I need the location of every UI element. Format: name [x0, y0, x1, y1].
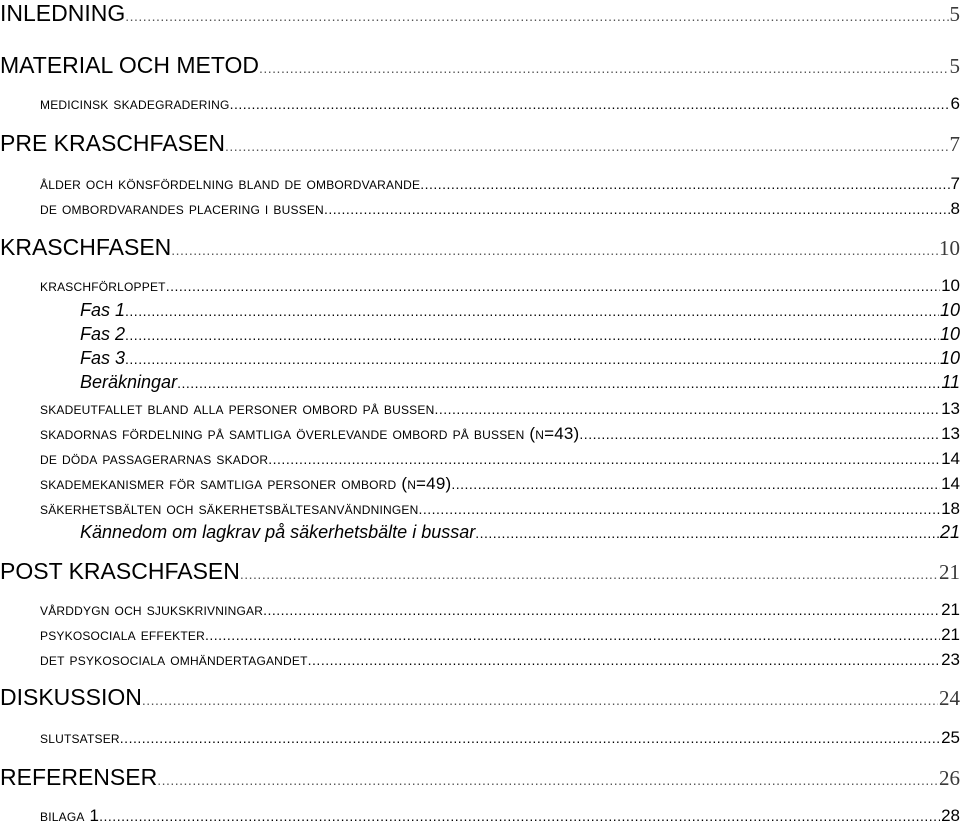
- toc-entry-label: PRE KRASCHFASEN: [0, 130, 225, 156]
- toc-entry-label: säkerhetsbälten och säkerhetsbältesanvändningen: [40, 499, 419, 518]
- leader-dots: [420, 176, 949, 192]
- toc-entry-label: de döda passagerarnas skador: [40, 449, 269, 468]
- toc-entry-page: 5: [949, 2, 960, 26]
- toc-entry-page: 10: [941, 276, 960, 295]
- toc-entry-page: 13: [941, 424, 960, 443]
- toc-entry-bilaga-1[interactable]: [40, 806, 960, 826]
- toc-entry-fas-1[interactable]: [80, 300, 960, 321]
- leader-dots: [157, 772, 938, 788]
- leader-dots: [225, 138, 949, 154]
- toc-entry-skadeutfallet[interactable]: [40, 399, 960, 419]
- toc-entry-material-och-metod[interactable]: [0, 52, 960, 79]
- toc-entry-page: 18: [941, 499, 960, 518]
- toc-entry-psykosociala-effekter[interactable]: [40, 625, 960, 645]
- toc-entry-page: 21: [941, 600, 960, 619]
- toc-entry-kannedom-om-lagkrav[interactable]: [80, 522, 960, 543]
- leader-dots: [259, 60, 949, 76]
- toc-entry-label: vårddygn och sjukskrivningar: [40, 600, 264, 619]
- toc-entry-label: INLEDNING: [0, 0, 126, 26]
- leader-dots: [125, 303, 939, 319]
- leader-dots: [99, 808, 940, 824]
- toc-entry-label: skadeutfallet bland alla personer ombord på bussen: [40, 399, 435, 418]
- toc-entry-page: 8: [950, 199, 960, 218]
- toc-entry-page: 11: [941, 372, 960, 392]
- toc-entry-label: Fas 3: [80, 348, 126, 368]
- leader-dots: [324, 201, 950, 217]
- toc-entry-inledning[interactable]: [0, 0, 960, 27]
- toc-entry-label: POST KRASCHFASEN: [0, 558, 240, 584]
- toc-entry-label: Kännedom om lagkrav på säkerhetsbälte i bussar: [80, 522, 476, 542]
- toc-entry-page: 6: [950, 94, 960, 113]
- toc-entry-label: psykosociala effekter: [40, 625, 205, 644]
- toc-entry-page: 21: [941, 625, 960, 644]
- toc-entry-page: 13: [941, 399, 960, 418]
- leader-dots: [268, 451, 940, 467]
- toc-entry-referenser[interactable]: [0, 764, 960, 791]
- toc-entry-sakerhetsbalten[interactable]: [40, 499, 960, 519]
- toc-entry-label: DISKUSSION: [0, 684, 142, 710]
- leader-dots: [418, 501, 940, 517]
- toc-entry-label: det psykosociala omhändertagandet: [40, 650, 308, 669]
- leader-dots: [177, 375, 940, 391]
- toc-entry-label: bilaga 1: [40, 806, 100, 825]
- toc-entry-label: de ombordvarandes placering i bussen: [40, 199, 324, 218]
- toc-entry-label: slutsatser: [40, 728, 120, 747]
- leader-dots: [579, 426, 940, 442]
- toc-entry-varddygn[interactable]: [40, 600, 960, 620]
- toc-entry-psykosociala-omhandertagandet[interactable]: [40, 650, 960, 670]
- leader-dots: [475, 525, 939, 541]
- toc-entry-fas-2[interactable]: [80, 324, 960, 345]
- toc-entry-page: 7: [950, 174, 960, 193]
- toc-entry-alder-och-konsfordelning[interactable]: [40, 174, 960, 194]
- toc-entry-page: 5: [949, 54, 960, 78]
- toc-entry-page: 28: [941, 806, 960, 825]
- toc-entry-label: ålder och könsfördelning bland de ombordvarande: [40, 174, 421, 193]
- leader-dots: [308, 652, 940, 668]
- toc-entry-page: 21: [939, 560, 960, 584]
- toc-entry-page: 7: [949, 132, 960, 156]
- toc-entry-skademekanismer[interactable]: [40, 474, 960, 494]
- toc-entry-pre-kraschfasen[interactable]: [0, 130, 960, 157]
- toc-entry-label: REFERENSER: [0, 764, 158, 790]
- leader-dots: [263, 602, 940, 618]
- toc-entry-page: 21: [939, 522, 960, 542]
- leader-dots: [240, 566, 938, 582]
- toc-entry-page: 10: [939, 236, 960, 260]
- toc-entry-page: 23: [941, 650, 960, 669]
- toc-entry-page: 14: [941, 449, 960, 468]
- toc-entry-page: 25: [941, 728, 960, 747]
- toc-entry-kraschforloppet[interactable]: [40, 276, 960, 296]
- leader-dots: [125, 327, 939, 343]
- toc-entry-label: KRASCHFASEN: [0, 234, 172, 260]
- toc-entry-berakningar[interactable]: [80, 372, 960, 393]
- leader-dots: [230, 96, 950, 112]
- toc-entry-medicinsk-skadegradering[interactable]: [40, 94, 960, 114]
- toc-entry-page: 26: [939, 766, 960, 790]
- leader-dots: [171, 242, 938, 258]
- toc-entry-label: Beräkningar: [80, 372, 178, 392]
- toc-entry-doda-passagerarnas-skador[interactable]: [40, 449, 960, 469]
- toc-entry-label: MATERIAL OCH METOD: [0, 52, 259, 78]
- toc-entry-page: 10: [939, 300, 960, 320]
- toc-entry-page: 14: [941, 474, 960, 493]
- leader-dots: [205, 627, 940, 643]
- toc-entry-kraschfasen[interactable]: [0, 234, 960, 261]
- leader-dots: [125, 8, 948, 24]
- toc-entry-skadornas-fordelning[interactable]: [40, 424, 960, 444]
- toc-entry-page: 10: [939, 348, 960, 368]
- toc-entry-label: skademekanismer för samtliga personer ombord (n=49): [40, 474, 452, 493]
- leader-dots: [120, 730, 940, 746]
- toc-entry-label: skadornas fördelning på samtliga överlevande ombord på bussen (n=43): [40, 424, 580, 443]
- leader-dots: [142, 692, 938, 708]
- toc-entry-ombordvarandes-placering[interactable]: [40, 199, 960, 219]
- leader-dots: [434, 401, 940, 417]
- toc-entry-page: 24: [939, 686, 960, 710]
- toc-entry-label: Fas 1: [80, 300, 126, 320]
- toc-entry-post-kraschfasen[interactable]: [0, 558, 960, 585]
- toc-entry-page: 10: [939, 324, 960, 344]
- toc-entry-fas-3[interactable]: [80, 348, 960, 369]
- leader-dots: [451, 476, 940, 492]
- toc-entry-slutsatser[interactable]: [40, 728, 960, 748]
- toc-entry-label: kraschförloppet: [40, 276, 166, 295]
- toc-entry-label: Fas 2: [80, 324, 126, 344]
- leader-dots: [166, 278, 940, 294]
- toc-entry-diskussion[interactable]: [0, 684, 960, 711]
- toc-entry-label: medicinsk skadegradering: [40, 94, 230, 113]
- leader-dots: [125, 351, 939, 367]
